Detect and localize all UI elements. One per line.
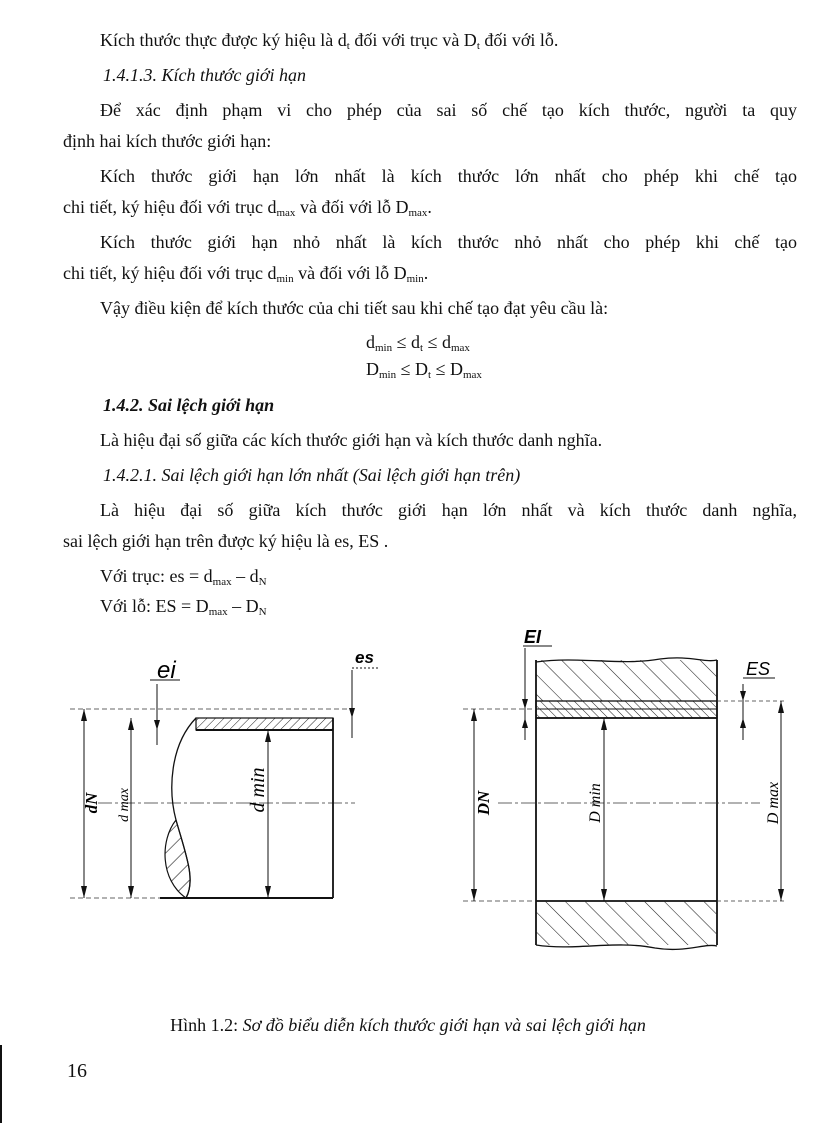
hole-diagram	[463, 646, 785, 949]
label-dmin: d min	[247, 767, 269, 813]
para-3-line-1: Kích thước giới hạn nhỏ nhất là kích thước nhỏ nhất cho phép khi chế tạo	[100, 232, 797, 252]
label-Dmin: D min	[587, 783, 604, 823]
heading-1-4-2-1: 1.4.2.1. Sai lệch giới hạn lớn nhất (Sai lệch giới hạn trên)	[103, 465, 521, 485]
para-3-line-2: chi tiết, ký hiệu đối với trục $d_{min}$ và đối với lỗ $D_{min}$.	[63, 263, 429, 285]
para-5: Là hiệu đại số giữa các kích thước giới hạn và kích thước danh nghĩa.	[100, 430, 603, 450]
formula-shaft: Với trục: es = $d_{max} - d_N$	[100, 566, 267, 588]
label-DN: DN	[474, 790, 493, 816]
equation-D: $D_{min} \le D_t \le D_{max}$	[366, 359, 482, 381]
para-4: Vậy điều kiện để kích thước của chi tiết sau khi chế tạo đạt yêu cầu là:	[100, 298, 609, 318]
shaft-diagram	[70, 668, 380, 898]
heading-1-4-1-3: 1.4.1.3. Kích thước giới hạn	[103, 65, 307, 85]
page-number: 16	[67, 1060, 87, 1082]
formula-hole: Với lỗ: ES = $D_{max} - D_N$	[100, 596, 267, 618]
label-Dmax: D max	[765, 781, 782, 825]
para-1-line-1: Để xác định phạm vi cho phép của sai số chế tạo kích thước, người ta quy	[100, 100, 797, 120]
para-6-line-2: sai lệch giới hạn trên được ký hiệu là es, ES .	[63, 531, 389, 551]
page-edge-bar	[0, 1045, 2, 1123]
label-es: es	[355, 648, 374, 667]
heading-1-4-2: 1.4.2. Sai lệch giới hạn	[103, 395, 275, 415]
label-ei: ei	[157, 657, 176, 684]
label-ES: ES	[746, 659, 771, 679]
figure-caption: Hình 1.2: Sơ đồ biểu diễn kích thước giới hạn và sai lệch giới hạn	[170, 1015, 646, 1035]
label-dN: dN	[82, 792, 101, 814]
para-6-line-1: Là hiệu đại số giữa kích thước giới hạn lớn nhất và kích thước danh nghĩa,	[100, 500, 797, 520]
label-EI: EI	[524, 627, 542, 647]
para-2-line-2: chi tiết, ký hiệu đối với trục $d_{max}$ và đối với lỗ $D_{max}$.	[63, 197, 432, 219]
limit-size-diagram	[0, 620, 816, 990]
line-actual-size: Kích thước thực được ký hiệu là $d_t$ đối với trục và $D_t$ đối với lỗ.	[100, 30, 559, 52]
label-dmax: d max	[117, 788, 132, 822]
para-1-line-2: định hai kích thước giới hạn:	[63, 131, 272, 151]
para-2-line-1: Kích thước giới hạn lớn nhất là kích thước lớn nhất cho phép khi chế tạo	[100, 166, 797, 186]
equation-d: $d_{min} \le d_t \le d_{max}$	[366, 332, 470, 354]
